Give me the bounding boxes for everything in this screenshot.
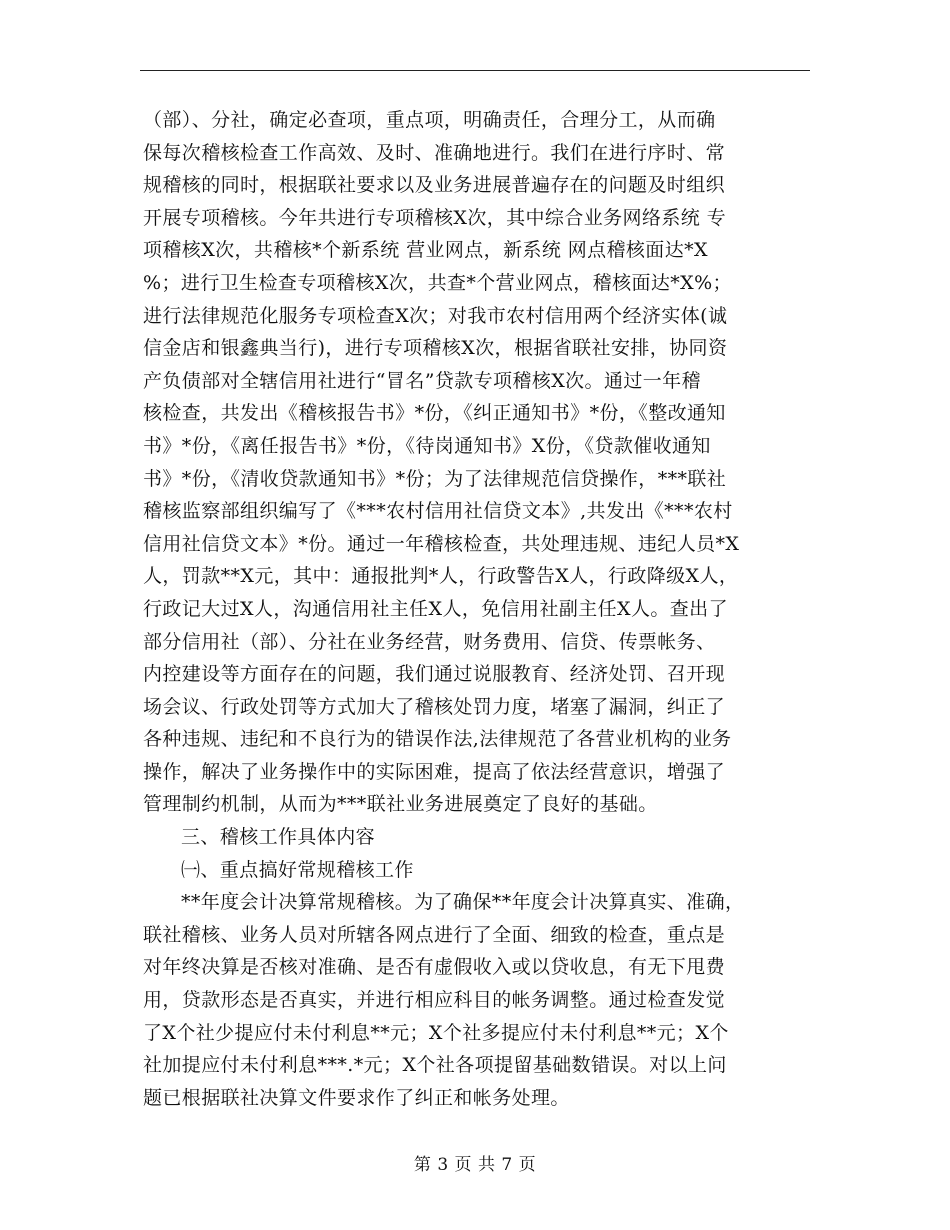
text-line: 核检查，共发出《稽核报告书》*份，《纠正通知书》*份，《整改通知	[143, 402, 726, 425]
text-line: 了X个社少提应付未付利息**元；X个社多提应付未付利息**元；X个	[143, 1021, 729, 1044]
text-line: 项稽核X次，共稽核*个新系统 营业网点，新系统 网点稽核面达*X	[143, 239, 708, 262]
text-line: 各种违规、违纪和不良行为的错误作法,法律规范了各营业机构的业务	[143, 728, 732, 751]
text-line: 书》*份，《离任报告书》*份，《待岗通知书》X份，《贷款催收通知	[143, 434, 711, 457]
text-line: 书》*份，《清收贷款通知书》*份；为了法律规范信贷操作，***联社	[143, 467, 727, 490]
text-line: 三、稽核工作具体内容	[181, 826, 376, 849]
text-line: 信金店和银鑫典当行)，进行专项稽核X次，根据省联社安排，协同资	[143, 337, 728, 360]
text-line: 信用社信贷文本》*份。通过一年稽核检查，共处理违规、违纪人员*X	[143, 532, 740, 555]
text-line: 题已根据联社决算文件要求作了纠正和帐务处理。	[143, 1086, 570, 1109]
body-text	[143, 104, 815, 1114]
text-line: 管理制约机制，从而为***联社业务进展奠定了良好的基础。	[143, 793, 658, 816]
text-line: 社加提应付未付利息***.*元；X个社各项提留基础数错误。对以上问	[143, 1054, 727, 1077]
text-line: 操作，解决了业务操作中的实际困难，提高了依法经营意识，增强了	[143, 760, 726, 783]
header-rule	[140, 70, 810, 71]
page-footer	[0, 1150, 950, 1175]
text-line: 人，罚款**X元，其中：通报批判*人，行政警告X人，行政降级X人，	[143, 565, 739, 588]
text-line: 对年终决算是否核对准确、是否有虚假收入或以贷收息，有无下甩费	[143, 956, 726, 979]
text-line: 产负债部对全辖信用社进行“冒名”贷款专项稽核X次。通过一年稽	[143, 369, 701, 392]
text-line: 行政记大过X人，沟通信用社主任X人，免信用社副主任X人。查出了	[143, 597, 728, 620]
page-number-label: 第 3 页 共 7 页	[413, 1155, 537, 1175]
text-line: 进行法律规范化服务专项检查X次；对我市农村信用两个经济实体(诚	[143, 304, 728, 327]
text-line: 规稽核的同时，根据联社要求以及业务进展普遍存在的问题及时组织	[143, 174, 726, 197]
text-line: %；进行卫生检查专项稽核X次，共查*个营业网点，稽核面达*X%；	[143, 271, 732, 294]
text-line: 内控建设等方面存在的问题，我们通过说服教育、经济处罚、召开现	[143, 663, 726, 686]
text-line: 场会议、行政处罚等方式加大了稽核处罚力度，堵塞了漏洞，纠正了	[143, 695, 726, 718]
text-line: 保每次稽核检查工作高效、及时、准确地进行。我们在进行序时、常	[143, 141, 726, 164]
text-line: ㈠、重点搞好常规稽核工作	[181, 858, 414, 881]
text-line: （部）、分社，确定必查项，重点项，明确责任，合理分工，从而确	[143, 109, 716, 131]
text-line: 用，贷款形态是否真实，并进行相应科目的帐务调整。通过检查发觉	[143, 989, 726, 1012]
text-line: 开展专项稽核。今年共进行专项稽核X次，其中综合业务网络系统 专	[143, 206, 726, 229]
text-line: 联社稽核、业务人员对所辖各网点进行了全面、细致的检查，重点是	[143, 923, 726, 946]
text-line: 部分信用社（部）、分社在业务经营，财务费用、信贷、传票帐务、	[143, 630, 716, 653]
text-line: 稽核监察部组织编写了《***农村信用社信贷文本》,共发出《***农村	[143, 500, 733, 523]
text-line: **年度会计决算常规稽核。为了确保**年度会计决算真实、准确，	[181, 891, 745, 914]
